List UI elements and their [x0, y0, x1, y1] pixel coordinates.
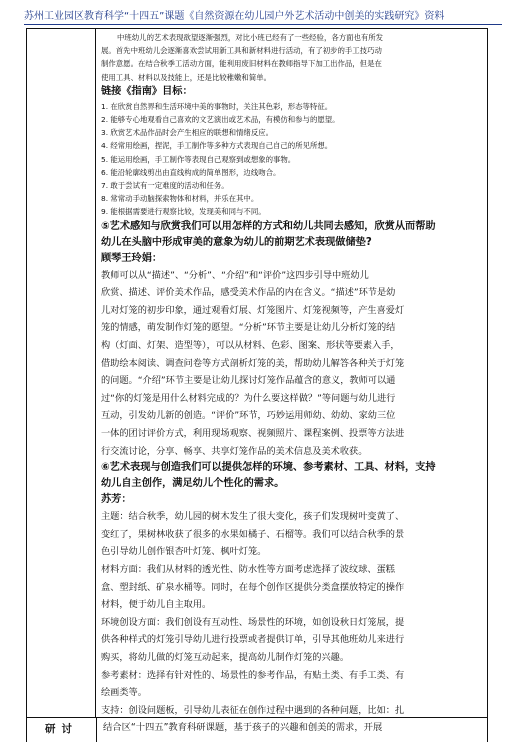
section5-line: 一体的团讨评价方式，利用现场观察、视频照片、课程案例、投票等方法进 [101, 427, 405, 439]
section5-line: 过“你的灯笼是用什么材料完成的？为什么要这样做？”等问题与幼儿进行 [101, 392, 396, 404]
section6-line: 主题：结合秋季，幼儿园的树木发生了很大变化，孩子们发现树叶变黄了、 [101, 511, 405, 523]
section5-line: 行交流讨论，分享、畅享、共享灯笼作品的美术信息及美术收获。 [101, 445, 368, 457]
intro-line: 展。首先中班幼儿会逐渐喜欢尝试用新工具和新材料进行活动，有了初步的手工技巧动 [101, 46, 382, 56]
goal-item: 9. 能根据需要进行观察比较，发现美和同与不同。 [101, 207, 266, 217]
section6-line: 色引导幼儿创作银杏叶灯笼、枫叶灯笼。 [101, 546, 267, 558]
table-content-cell [101, 31, 485, 717]
discussion-row [26, 718, 488, 742]
goal-item: 1. 在欣赏自然界和生活环境中美的事物时，关注其色彩，形态等特征。 [101, 101, 333, 111]
goal-item: 8. 常常动手动脑探索物体和材料，并乐在其中。 [101, 194, 259, 204]
section6-line: 参考素材：选择有针对性的、场景性的参考作品，有贴土类、有手工类、有 [101, 669, 405, 681]
section6-title: ⑥艺术表现与创造我们可以提供怎样的环境、参考素材、工具、材料，支持 [101, 462, 436, 474]
section5-line: 笼的情感，萌发制作灯笼的愿望。“分析”环节主要是让幼儿分析灯笼的结 [101, 322, 396, 334]
goal-item: 6. 能沿轮廓线剪出由直线构成的简单图形，边线吻合。 [101, 167, 281, 177]
section6-line: 供各种样式的灯笼引导幼儿进行投票或者提供订单，引导其他班幼儿来进行 [101, 634, 405, 646]
section6-line: 环境创设方面：我们创设有互动性、场景性的环境，如创设秋日灯笼展，提 [101, 616, 405, 628]
goals-heading: 链接《指南》目标： [101, 85, 193, 97]
section5-title: ⑤艺术感知与欣赏我们可以用怎样的方式和幼儿共同去感知，欣赏从而帮助 [101, 220, 436, 232]
section5-line: 构（灯面、灯架、造型等），可以从材料、色彩、图案、形状等要素入手， [101, 340, 400, 352]
table-left-column [26, 28, 96, 718]
section5-line: 儿对灯笼的初步印象，通过观看灯展、灯笼图片、灯笼视频等，产生喜爱灯 [101, 304, 405, 316]
goal-item: 7. 敢于尝试有一定难度的活动和任务。 [101, 181, 229, 191]
section6-author: 苏芳： [101, 494, 132, 506]
discussion-text: 结合区“十四五”教育科研课题，基于孩子的兴趣和创美的需求，开展 [103, 722, 383, 733]
section6-line: 材料，便于幼儿自主取用。 [101, 599, 212, 611]
intro-line: 使用工具、材料以及技能上，还是比较稚嫩和简单。 [101, 72, 271, 82]
goal-item: 3. 欣赏艺术品作品时会产生相应的联想和情绪反应。 [101, 128, 273, 138]
goal-item: 5. 能运用绘画，手工制作等表现自己观察到或想象的事物。 [101, 154, 296, 164]
intro-line: 中班幼儿的艺术表现欲望逐渐强烈，对比小班已经有了一些经验，各方面也有所发 [117, 33, 384, 42]
section5-line: 欣赏、描述、评价美术作品，感受美术作品的内在含义。“描述”环节是幼 [101, 287, 396, 299]
section6-line: 变红了，果树林收获了很多的水果如橘子、石榴等。我们可以结合秋季的景 [101, 528, 405, 540]
discussion-label: 研讨 [27, 718, 97, 742]
section6-line: 盒、塑封纸、矿泉水桶等。同时，在每个创作区提供分类盒摆放特定的操作 [101, 581, 405, 593]
section5-line: 借助绘本阅读、调查问卷等方式剖析灯笼的美，帮助幼儿解答各种关于灯笼 [101, 357, 405, 369]
goal-item: 4. 经常用绘画，捏泥，手工制作等多种方式表现自己自己的所见所想。 [101, 141, 333, 151]
section6-line: 购买，将幼儿做的灯笼互动起来，提高幼儿制作灯笼的兴趣。 [101, 651, 350, 663]
section5-line: 互动，引发幼儿新的创造。“评价”环节，巧妙运用师幼、幼幼、家幼三位 [101, 410, 396, 422]
intro-line: 制作意愿。在结合秋季工活动方面，能利用废旧材料在教师指导下加工出作品，但是在 [101, 59, 382, 69]
section6-line: 绘画类等。 [101, 687, 147, 699]
section6-title: 幼儿自主创作，满足幼儿个性化的需求。 [101, 478, 285, 490]
section6-line: 支持：创设问题板，引导幼儿表征在创作过程中遇到的各种问题，比如：扎 [101, 704, 405, 716]
section5-author: 顾琴王玲娟： [101, 252, 163, 264]
section6-line: 材料方面：我们从材料的透光性、防水性等方面考虑选择了波纹球、蛋糕 [101, 563, 395, 575]
section5-title: 幼儿在头脑中形成审美的意象为幼儿的前期艺术表现做储垫? [101, 236, 372, 248]
goal-item: 2. 能够专心地观看自己喜欢的文艺演出或艺术品，有模仿和参与的愿望。 [101, 115, 340, 125]
section5-line: 的问题。“介绍”环节主要是让幼儿探讨灯笼作品蕴含的意义，教师可以通 [101, 375, 396, 387]
section5-line: 教师可以从“描述”、“分析”、“介绍”和“评价”这四步引导中班幼儿 [101, 269, 369, 281]
document-header: 苏州工业园区教育科学“十四五”课题《自然资源在幼儿园户外艺术活动中创美的实践研究》资料 [24, 10, 502, 25]
